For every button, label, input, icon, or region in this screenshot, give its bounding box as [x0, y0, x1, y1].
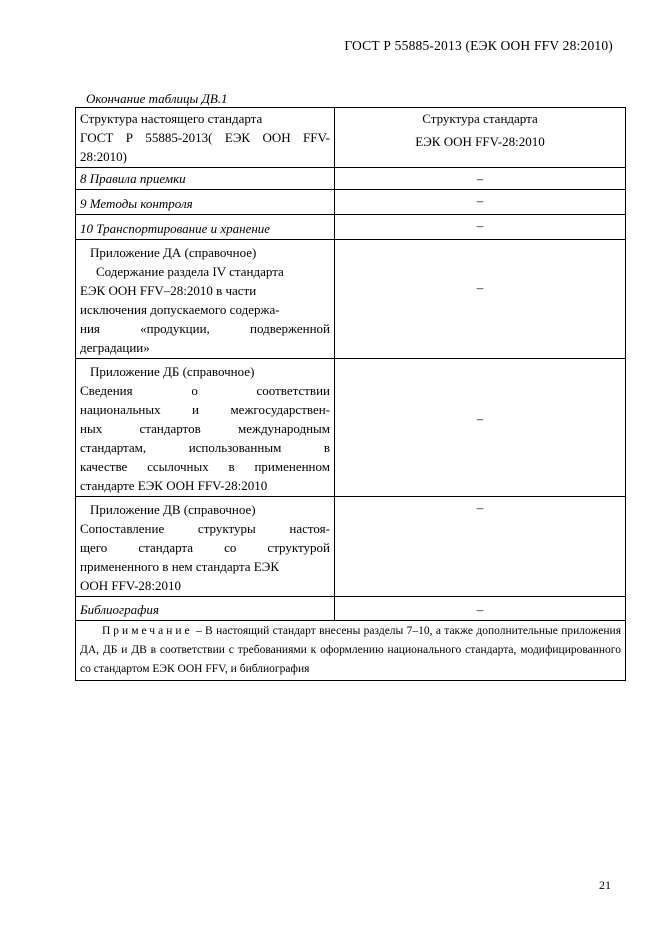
row-appendix-dv: [76, 497, 335, 597]
col2-header: [335, 108, 626, 168]
appendix-text-line: деградации»: [80, 340, 150, 355]
table-row: [76, 597, 626, 621]
note-label: Примечание: [102, 625, 193, 637]
row-appendix-da: [76, 240, 335, 359]
appendix-title: Приложение ДБ (справочное): [90, 364, 255, 379]
appendix-text-line: стандарте ЕЭК ООН FFV-28:2010: [80, 478, 268, 493]
row-dash: –: [335, 497, 626, 597]
table-note: [76, 621, 626, 681]
appendix-text-line: исключения допускаемого содержа-: [80, 302, 280, 317]
table-row: [76, 215, 626, 240]
row-dash: –: [335, 597, 626, 621]
appendix-text-line: Содержание раздела IV стандарта: [96, 264, 284, 279]
table-note-row: [76, 621, 626, 681]
appendix-text-line: Сопоставление структуры настоя-: [80, 521, 330, 536]
note-text: – В настоящий стандарт внесены разделы 7–10, а также дополнительные приложения ДА, ДБ и ДВ в соответствии с требованиями к оформлению национального стандарта, модифицированного со стандартом ЕЭК ООН FFV, и библиография: [80, 625, 621, 675]
appendix-text-line: ния «продукции, подверженной: [80, 321, 330, 336]
table-caption: Окончание таблицы ДВ.1: [86, 91, 228, 106]
row-bibliography: Библиография: [76, 597, 335, 621]
appendix-text-line: стандартам, использованным в: [80, 440, 330, 455]
table-row: [76, 497, 626, 597]
row-dash: –: [335, 240, 626, 359]
row-section-10: 10 Транспортирование и хранение: [76, 215, 335, 240]
appendix-text-line: ООН FFV-28:2010: [80, 578, 182, 593]
row-dash: –: [335, 359, 626, 497]
col2-header-line: Структура стандарта: [422, 111, 538, 126]
table-row: [76, 190, 626, 215]
appendix-text-line: ных стандартов международным: [80, 421, 330, 436]
appendix-text-line: щего стандарта со структурой: [80, 540, 330, 555]
table-header-row: [76, 108, 626, 168]
row-appendix-db: [76, 359, 335, 497]
appendix-text-line: примененного в нем стандарта ЕЭК: [80, 559, 280, 574]
row-dash: –: [335, 215, 626, 240]
appendix-title: Приложение ДВ (справочное): [90, 502, 256, 517]
table-row: [76, 240, 626, 359]
page-number: 21: [599, 878, 611, 892]
col2-header-line: ЕЭК ООН FFV-28:2010: [415, 134, 545, 149]
row-dash: –: [335, 190, 626, 215]
table-row: [76, 168, 626, 190]
table-row: [76, 359, 626, 497]
structure-comparison-table: [75, 107, 626, 681]
row-dash: –: [335, 168, 626, 190]
appendix-text-line: Сведения о соответствии: [80, 383, 330, 398]
row-section-8: 8 Правила приемки: [76, 168, 335, 190]
appendix-text-line: ЕЭК ООН FFV–28:2010 в части: [80, 283, 257, 298]
row-section-9: 9 Методы контроля: [76, 190, 335, 215]
document-header: ГОСТ Р 55885-2013 (ЕЭК ООН FFV 28:2010): [344, 38, 613, 53]
col1-header-line: ГОСТ Р 55885-2013( ЕЭК ООН FFV-: [80, 130, 330, 145]
appendix-text-line: качестве ссылочных в примененном: [80, 459, 330, 474]
col1-header-line: Структура настоящего стандарта: [80, 111, 263, 126]
appendix-title: Приложение ДА (справочное): [90, 245, 257, 260]
appendix-text-line: национальных и межгосударствен-: [80, 402, 330, 417]
col1-header-line: 28:2010): [80, 149, 127, 164]
col1-header: [76, 108, 335, 168]
